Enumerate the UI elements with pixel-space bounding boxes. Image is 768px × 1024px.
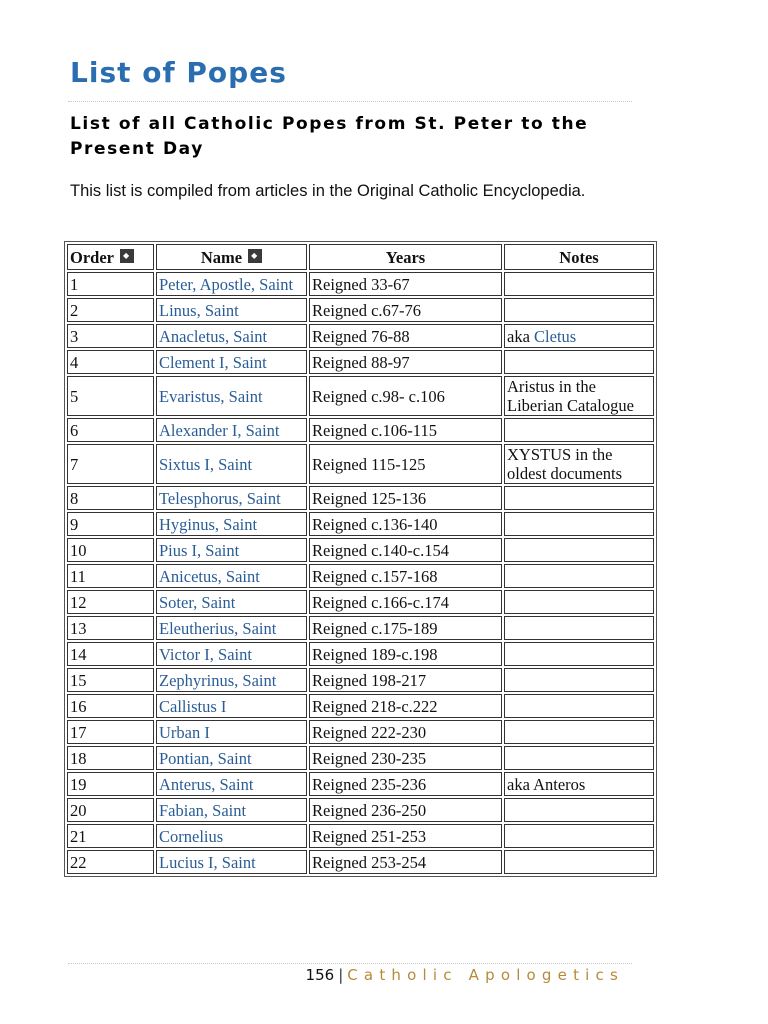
cell-years: Reigned c.106-115 bbox=[309, 418, 502, 442]
table-row bbox=[67, 850, 654, 874]
cell-name bbox=[156, 798, 307, 822]
cell-order: 19 bbox=[67, 772, 154, 796]
cell-notes bbox=[504, 418, 654, 442]
pope-name-link[interactable]: Fabian, Saint bbox=[159, 800, 247, 820]
cell-years: Reigned 125-136 bbox=[309, 486, 502, 510]
cell-name bbox=[156, 418, 307, 442]
cell-years: Reigned c.67-76 bbox=[309, 298, 502, 322]
cell-order: 10 bbox=[67, 538, 154, 562]
cell-notes bbox=[504, 616, 654, 640]
cell-order: 2 bbox=[67, 298, 154, 322]
table-row bbox=[67, 746, 654, 770]
cell-order: 18 bbox=[67, 746, 154, 770]
table-row bbox=[67, 538, 654, 562]
table-row bbox=[67, 772, 654, 796]
cell-name bbox=[156, 564, 307, 588]
cell-years: Reigned 115-125 bbox=[309, 444, 502, 484]
cell-order: 16 bbox=[67, 694, 154, 718]
table-row bbox=[67, 418, 654, 442]
footer-brand: Catholic Apologetics bbox=[347, 966, 624, 984]
cell-name bbox=[156, 694, 307, 718]
table-row bbox=[67, 694, 654, 718]
pope-name-link[interactable]: Zephyrinus, Saint bbox=[159, 670, 277, 690]
cell-notes bbox=[504, 746, 654, 770]
table-row bbox=[67, 376, 654, 416]
cell-name bbox=[156, 376, 307, 416]
table-header-row bbox=[67, 244, 654, 270]
cell-years: Reigned c.140-c.154 bbox=[309, 538, 502, 562]
cell-notes bbox=[504, 298, 654, 322]
table-row bbox=[67, 824, 654, 848]
pope-name-link[interactable]: Hyginus, Saint bbox=[159, 514, 258, 534]
cell-order: 11 bbox=[67, 564, 154, 588]
table-row bbox=[67, 720, 654, 744]
pope-name-link[interactable]: Victor I, Saint bbox=[159, 644, 252, 664]
cell-notes bbox=[504, 694, 654, 718]
table-row bbox=[67, 616, 654, 640]
page-title: List of Popes bbox=[70, 56, 287, 89]
header-name[interactable] bbox=[156, 244, 307, 270]
title-divider bbox=[68, 101, 632, 102]
cell-name bbox=[156, 486, 307, 510]
cell-name bbox=[156, 772, 307, 796]
cell-notes bbox=[504, 486, 654, 510]
table-row bbox=[67, 590, 654, 614]
table-row bbox=[67, 324, 654, 348]
table-row bbox=[67, 272, 654, 296]
footer-divider bbox=[68, 963, 632, 964]
table-row bbox=[67, 512, 654, 536]
cell-name bbox=[156, 298, 307, 322]
cell-notes: XYSTUS in the oldest documents bbox=[504, 444, 654, 484]
cell-order: 17 bbox=[67, 720, 154, 744]
cell-notes: aka Anteros bbox=[504, 772, 654, 796]
cell-years: Reigned 76-88 bbox=[309, 324, 502, 348]
popes-table bbox=[65, 242, 656, 876]
sort-icon[interactable] bbox=[120, 249, 134, 263]
cell-notes bbox=[504, 272, 654, 296]
pope-name-link[interactable]: Pius I, Saint bbox=[159, 540, 240, 560]
cell-name bbox=[156, 668, 307, 692]
cell-notes: Aristus in the Liberian Catalogue bbox=[504, 376, 654, 416]
cell-name bbox=[156, 824, 307, 848]
cell-years: Reigned 230-235 bbox=[309, 746, 502, 770]
pope-name-link[interactable]: Linus, Saint bbox=[159, 300, 239, 320]
popes-table-container bbox=[64, 241, 657, 877]
pope-name-link[interactable]: Anacletus, Saint bbox=[159, 326, 268, 346]
table-row bbox=[67, 350, 654, 374]
cell-name bbox=[156, 720, 307, 744]
cell-name bbox=[156, 590, 307, 614]
cell-order: 14 bbox=[67, 642, 154, 666]
header-name-label: Name bbox=[200, 247, 243, 267]
sort-icon[interactable] bbox=[248, 249, 262, 263]
pope-name-link[interactable]: Clement I, Saint bbox=[159, 352, 267, 372]
cell-years: Reigned 88-97 bbox=[309, 350, 502, 374]
cell-years: Reigned 222-230 bbox=[309, 720, 502, 744]
cell-years: Reigned c.98- c.106 bbox=[309, 376, 502, 416]
header-years: Years bbox=[309, 244, 502, 270]
cell-notes bbox=[504, 824, 654, 848]
cell-notes bbox=[504, 512, 654, 536]
cell-notes bbox=[504, 850, 654, 874]
pope-name-link[interactable]: Urban I bbox=[159, 722, 210, 742]
pope-name-link[interactable]: Callistus I bbox=[159, 696, 227, 716]
cell-name bbox=[156, 746, 307, 770]
cell-notes bbox=[504, 798, 654, 822]
pope-name-link[interactable]: Evaristus, Saint bbox=[159, 386, 263, 406]
table-row bbox=[67, 642, 654, 666]
cell-name bbox=[156, 616, 307, 640]
cell-order: 3 bbox=[67, 324, 154, 348]
pope-name-link[interactable]: Alexander I, Saint bbox=[159, 420, 280, 440]
cell-order: 12 bbox=[67, 590, 154, 614]
table-row bbox=[67, 564, 654, 588]
cell-order: 1 bbox=[67, 272, 154, 296]
cell-name bbox=[156, 444, 307, 484]
pope-name-link[interactable]: Soter, Saint bbox=[159, 592, 236, 612]
pope-name-link[interactable]: Telesphorus, Saint bbox=[159, 488, 281, 508]
cell-name bbox=[156, 272, 307, 296]
cell-notes bbox=[504, 590, 654, 614]
pope-name-link[interactable]: Anterus, Saint bbox=[159, 774, 254, 794]
notes-link[interactable]: Cletus bbox=[534, 326, 577, 346]
page-footer bbox=[306, 966, 624, 984]
page-number: 156 bbox=[305, 966, 335, 984]
table-row bbox=[67, 668, 654, 692]
cell-notes bbox=[504, 668, 654, 692]
pope-name-link[interactable]: Anicetus, Saint bbox=[159, 566, 260, 586]
cell-order: 22 bbox=[67, 850, 154, 874]
pope-name-link[interactable]: Lucius I, Saint bbox=[159, 852, 256, 872]
cell-notes bbox=[504, 642, 654, 666]
header-order-label: Order bbox=[70, 247, 114, 267]
header-notes: Notes bbox=[504, 244, 654, 270]
cell-years: Reigned 236-250 bbox=[309, 798, 502, 822]
pope-name-link[interactable]: Eleutherius, Saint bbox=[159, 618, 277, 638]
table-row bbox=[67, 798, 654, 822]
cell-notes bbox=[504, 720, 654, 744]
cell-name bbox=[156, 538, 307, 562]
cell-notes bbox=[504, 564, 654, 588]
cell-years: Reigned 253-254 bbox=[309, 850, 502, 874]
cell-order: 21 bbox=[67, 824, 154, 848]
intro-text: This list is compiled from articles in the Original Catholic Encyclopedia. bbox=[70, 182, 586, 200]
cell-order: 5 bbox=[67, 376, 154, 416]
cell-years: Reigned c.136-140 bbox=[309, 512, 502, 536]
page-subtitle: List of all Catholic Popes from St. Peter to the Present Day bbox=[70, 114, 589, 159]
cell-order: 20 bbox=[67, 798, 154, 822]
cell-name bbox=[156, 850, 307, 874]
cell-notes bbox=[504, 324, 654, 348]
cell-order: 6 bbox=[67, 418, 154, 442]
cell-notes bbox=[504, 538, 654, 562]
cell-order: 9 bbox=[67, 512, 154, 536]
cell-name bbox=[156, 324, 307, 348]
cell-years: Reigned c.166-c.174 bbox=[309, 590, 502, 614]
notes-prefix: aka bbox=[507, 326, 535, 346]
cell-years: Reigned 251-253 bbox=[309, 824, 502, 848]
pope-name-link[interactable]: Cornelius bbox=[159, 826, 224, 846]
cell-years: Reigned 218-c.222 bbox=[309, 694, 502, 718]
cell-notes bbox=[504, 350, 654, 374]
footer-separator: | bbox=[338, 966, 344, 984]
cell-name bbox=[156, 512, 307, 536]
cell-years: Reigned c.175-189 bbox=[309, 616, 502, 640]
cell-years: Reigned 235-236 bbox=[309, 772, 502, 796]
table-row bbox=[67, 298, 654, 322]
cell-order: 15 bbox=[67, 668, 154, 692]
pope-name-link[interactable]: Pontian, Saint bbox=[159, 748, 252, 768]
cell-name bbox=[156, 350, 307, 374]
cell-order: 7 bbox=[67, 444, 154, 484]
cell-order: 13 bbox=[67, 616, 154, 640]
cell-order: 4 bbox=[67, 350, 154, 374]
header-order[interactable] bbox=[67, 244, 154, 270]
cell-years: Reigned 189-c.198 bbox=[309, 642, 502, 666]
pope-name-link[interactable]: Peter, Apostle, Saint bbox=[159, 274, 294, 294]
cell-years: Reigned c.157-168 bbox=[309, 564, 502, 588]
cell-order: 8 bbox=[67, 486, 154, 510]
cell-years: Reigned 33-67 bbox=[309, 272, 502, 296]
table-row bbox=[67, 444, 654, 484]
table-row bbox=[67, 486, 654, 510]
cell-years: Reigned 198-217 bbox=[309, 668, 502, 692]
cell-name bbox=[156, 642, 307, 666]
pope-name-link[interactable]: Sixtus I, Saint bbox=[159, 454, 253, 474]
